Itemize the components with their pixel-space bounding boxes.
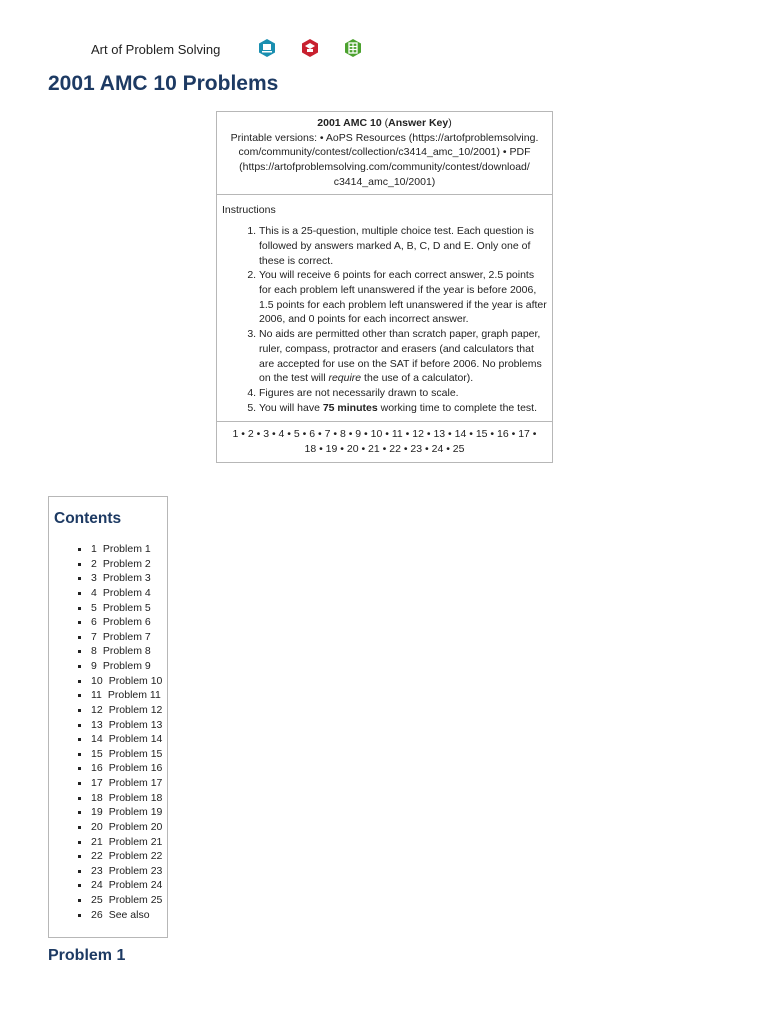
toc-item[interactable] bbox=[49, 878, 162, 893]
toc-item[interactable] bbox=[49, 557, 162, 572]
toc-item[interactable] bbox=[49, 835, 162, 850]
toc-item[interactable] bbox=[49, 893, 162, 908]
toc-item-number: 24 bbox=[91, 879, 103, 892]
toc-item-label[interactable]: Problem 1 bbox=[102, 543, 151, 555]
toc-item-label[interactable]: Problem 5 bbox=[102, 601, 151, 614]
toc-item-label[interactable]: See also bbox=[108, 908, 150, 921]
toc-item-number: 5 bbox=[91, 601, 97, 614]
toc-item-number: 4 bbox=[91, 586, 97, 599]
toc-item-label[interactable]: Problem 20 bbox=[108, 820, 163, 833]
toc-item-number: 9 bbox=[91, 660, 97, 672]
toc-item[interactable] bbox=[49, 820, 162, 835]
instructions-section bbox=[217, 195, 552, 423]
toc-item-label[interactable]: Problem 13 bbox=[108, 718, 163, 731]
toc-item-number: 10 bbox=[91, 674, 103, 687]
toc-item-number: 16 bbox=[91, 762, 103, 775]
infobox-header bbox=[217, 112, 552, 195]
toc-item-label[interactable]: Problem 8 bbox=[102, 645, 151, 658]
toc-item-number: 14 bbox=[91, 733, 103, 746]
toc-item-number: 18 bbox=[91, 791, 103, 804]
printable-line[interactable]: c3414_amc_10/2001) bbox=[333, 175, 436, 188]
section-heading-problem-1: Problem 1 bbox=[48, 947, 126, 964]
toc-item[interactable] bbox=[49, 908, 162, 923]
toc-item[interactable] bbox=[49, 703, 162, 718]
toc-title: Contents bbox=[54, 510, 122, 527]
toc-item-number: 22 bbox=[91, 850, 103, 863]
toc-item-number: 19 bbox=[91, 806, 103, 819]
toc-item-number: 7 bbox=[91, 630, 97, 643]
toc-item[interactable] bbox=[49, 864, 162, 879]
toc-item[interactable] bbox=[49, 601, 162, 616]
toc-item-label[interactable]: Problem 19 bbox=[108, 806, 163, 819]
toc-item-number: 21 bbox=[91, 835, 103, 848]
toc-item[interactable] bbox=[49, 688, 162, 703]
toc-item[interactable] bbox=[49, 644, 162, 659]
printable-line[interactable]: Printable versions: • AoPS Resources (https://artofproblemsolving. bbox=[230, 131, 539, 144]
toc-item-number: 23 bbox=[91, 864, 103, 877]
infobox-title: 2001 AMC 10 bbox=[317, 117, 382, 129]
toc-item-number: 13 bbox=[91, 718, 103, 731]
instruction-item: 5. You will have 75 minutes working time to complete the test. bbox=[259, 401, 547, 416]
instructions-label: Instructions bbox=[222, 203, 276, 216]
toc-item-label[interactable]: Problem 14 bbox=[108, 733, 163, 746]
toc-item-number: 11 bbox=[91, 689, 102, 702]
problem-nav-links[interactable]: 18 • 19 • 20 • 21 • 22 • 23 • 24 • 25 bbox=[304, 443, 465, 456]
toc-item-label[interactable]: Problem 18 bbox=[108, 791, 163, 804]
toc-item-label[interactable]: Problem 11 bbox=[107, 689, 161, 702]
toc-item-number: 26 bbox=[91, 908, 103, 921]
toc-item-label[interactable]: Problem 21 bbox=[108, 835, 163, 848]
toc-item-label[interactable]: Problem 17 bbox=[108, 777, 163, 789]
toc-item-number: 1 bbox=[91, 543, 97, 555]
toc-item-label[interactable]: Problem 7 bbox=[102, 630, 151, 643]
instruction-item: 3. No aids are permitted other than scratch paper, graph paper, ruler, compass, protractor and erasers (and calculators that are accepted for use on the SAT if before 2006. No problems on the test will require the use of a calculator). bbox=[259, 327, 547, 386]
toc-item[interactable] bbox=[49, 805, 162, 820]
toc-item[interactable] bbox=[49, 630, 162, 645]
page-title: 2001 AMC 10 Problems bbox=[48, 72, 279, 95]
toc-item-label[interactable]: Problem 15 bbox=[108, 747, 163, 760]
toc-item-label[interactable]: Problem 4 bbox=[102, 586, 151, 599]
toc-item[interactable] bbox=[49, 791, 162, 806]
toc-item-label[interactable]: Problem 23 bbox=[108, 864, 163, 877]
toc-item-number: 3 bbox=[91, 572, 97, 585]
toc-item[interactable] bbox=[49, 571, 162, 586]
toc-item-number: 12 bbox=[91, 703, 103, 716]
toc-item[interactable] bbox=[49, 659, 162, 674]
toc-item-number: 20 bbox=[91, 820, 103, 833]
toc-item-number: 15 bbox=[91, 747, 103, 760]
toc-item[interactable] bbox=[49, 776, 162, 791]
instructions-list bbox=[222, 224, 547, 415]
toc-item[interactable] bbox=[49, 732, 162, 747]
toc-item[interactable] bbox=[49, 718, 162, 733]
toc-item-label[interactable]: Problem 12 bbox=[108, 703, 163, 716]
instruction-item: 4. Figures are not necessarily drawn to scale. bbox=[259, 386, 547, 401]
toc-item-number: 8 bbox=[91, 645, 97, 658]
toc-item[interactable] bbox=[49, 747, 162, 762]
contest-infobox bbox=[216, 111, 553, 463]
printable-line[interactable]: com/community/contest/collection/c3414_amc_10/2001) • PDF bbox=[238, 146, 531, 159]
toc-item-number: 6 bbox=[91, 616, 97, 629]
instruction-item: 1. This is a 25-question, multiple choice test. Each question is followed by answers marked A, B, C, D and E. Only one of these is correct. bbox=[259, 224, 547, 268]
toc-item-number: 25 bbox=[91, 894, 103, 906]
printable-versions bbox=[221, 131, 548, 190]
instruction-item: 2. You will receive 6 points for each correct answer, 2.5 points for each problem left unanswered if the year is before 2006, 1.5 points for each problem left unanswered if the year is after 2006, and 0 points for each incorrect answer. bbox=[259, 268, 547, 327]
toc-item-label[interactable]: Problem 24 bbox=[108, 879, 163, 892]
toc-item-number: 17 bbox=[91, 777, 103, 789]
toc-item-label[interactable]: Problem 25 bbox=[108, 894, 163, 906]
toc-item-label[interactable]: Problem 16 bbox=[108, 762, 163, 775]
toc-item-label[interactable]: Problem 9 bbox=[102, 660, 151, 672]
problem-nav-links[interactable]: 1 • 2 • 3 • 4 • 5 • 6 • 7 • 8 • 9 • 10 • 11 • 12 • 13 • 14 • 15 • 16 • 17 • bbox=[232, 428, 537, 441]
toc-item-label[interactable]: Problem 6 bbox=[102, 616, 151, 629]
answer-key-link[interactable]: Answer Key bbox=[388, 117, 449, 129]
toc-item-label[interactable]: Problem 3 bbox=[102, 572, 151, 585]
toc-item[interactable] bbox=[49, 849, 162, 864]
infobox-title-line: 2001 AMC 10 (Answer Key) bbox=[317, 117, 452, 129]
toc-item-label[interactable]: Problem 2 bbox=[102, 557, 151, 570]
printable-line[interactable]: (https://artofproblemsolving.com/community/contest/download/ bbox=[239, 161, 530, 174]
toc-item[interactable] bbox=[49, 761, 162, 776]
site-header bbox=[91, 38, 220, 60]
toc-item-number: 2 bbox=[91, 557, 97, 570]
aops-online-icon[interactable] bbox=[257, 38, 277, 58]
aops-academy-icon[interactable] bbox=[300, 38, 320, 58]
toc-item-label[interactable]: Problem 22 bbox=[108, 850, 163, 863]
toc-item[interactable] bbox=[49, 586, 162, 601]
table-of-contents bbox=[48, 496, 168, 938]
toc-item-label[interactable]: Problem 10 bbox=[108, 674, 163, 687]
toc-item[interactable] bbox=[49, 615, 162, 630]
beast-academy-icon[interactable] bbox=[343, 38, 363, 58]
toc-list bbox=[49, 542, 162, 922]
toc-item[interactable] bbox=[49, 674, 162, 689]
header-icons bbox=[257, 38, 363, 58]
problem-navigation bbox=[217, 422, 552, 461]
toc-item[interactable] bbox=[49, 542, 162, 557]
site-name-link[interactable]: Art of Problem Solving bbox=[91, 41, 221, 57]
